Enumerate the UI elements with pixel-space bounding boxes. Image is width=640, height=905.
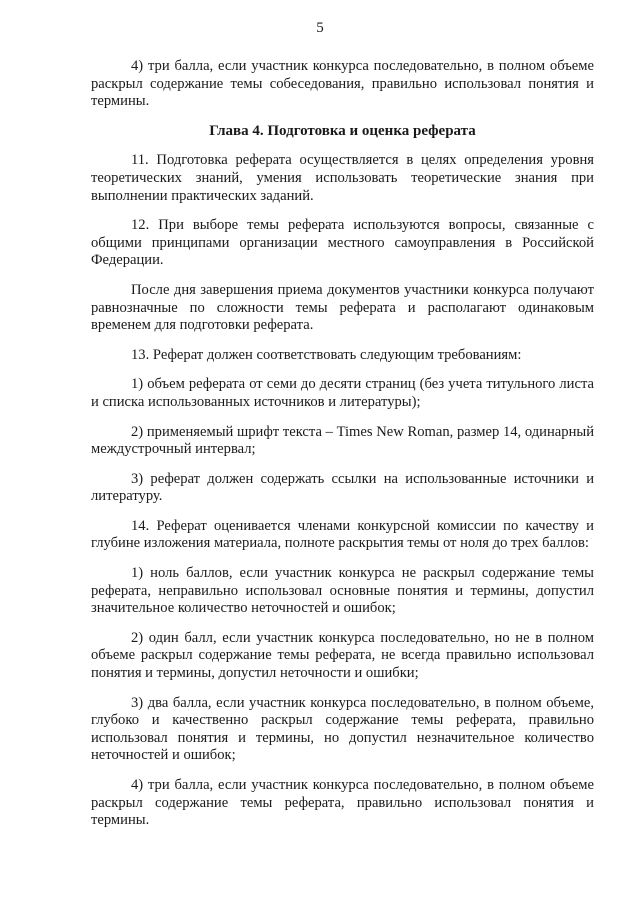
page-number: 5 xyxy=(316,20,324,36)
score-3-criterion: 4) три балла, если участник конкурса последовательно, в полном объеме раскрыл содержание темы реферата, правильно использовал понятия и термины. xyxy=(91,777,594,829)
chapter-heading: Глава 4. Подготовка и оценка реферата xyxy=(209,122,476,139)
paragraph-topic-distribution: После дня завершения приема документов участники конкурса получают равнозначные по сложности темы реферата и располагают одинаковым временем для подготовки реферата. xyxy=(91,281,594,334)
requirement-2: 2) применяемый шрифт текста – Times New Roman, размер 14, одинарный междустрочный интервал; xyxy=(91,423,594,458)
paragraph-12: 12. При выборе темы реферата используются вопросы, связанные с общими принципами организации местного самоуправления в Российской Федерации. xyxy=(91,217,594,269)
paragraph-14: 14. Реферат оценивается членами конкурсной комиссии по качеству и глубине изложения материала, полноте раскрытия темы от ноля до трех баллов: xyxy=(91,517,594,552)
requirement-1: 1) объем реферата от семи до десяти страниц (без учета титульного листа и списка использованных источников и литературы); xyxy=(91,376,594,410)
paragraph-13: 13. Реферат должен соответствовать следующим требованиям: xyxy=(131,346,522,363)
score-0-criterion: 1) ноль баллов, если участник конкурса не раскрыл содержание темы реферата, неправильно использовал основные понятия и термины, допустил значительное количество неточностей и ошибок; xyxy=(91,565,594,617)
paragraph-scoring-interview-3: 4) три балла, если участник конкурса последовательно, в полном объеме раскрыл содержание темы собеседования, правильно использовал понятия и термины. xyxy=(91,58,594,110)
paragraph-11: 11. Подготовка реферата осуществляется в целях определения уровня теоретических знаний, умения использовать теоретические знания при выполнении практических заданий. xyxy=(91,152,594,204)
document-body xyxy=(91,58,594,842)
score-2-criterion: 3) два балла, если участник конкурса последовательно, в полном объеме, глубоко и качественно раскрыл содержание темы реферата, правильно использовал понятия и термины, но допустил незначительное количество неточностей и ошибок; xyxy=(91,694,594,764)
requirement-3: 3) реферат должен содержать ссылки на использованные источники и литературу. xyxy=(91,470,594,505)
score-1-criterion: 2) один балл, если участник конкурса последовательно, но не в полном объеме раскрыл содержание темы реферата, не всегда правильно использовал понятия и термины, допустил неточности и ошибки; xyxy=(91,629,594,682)
